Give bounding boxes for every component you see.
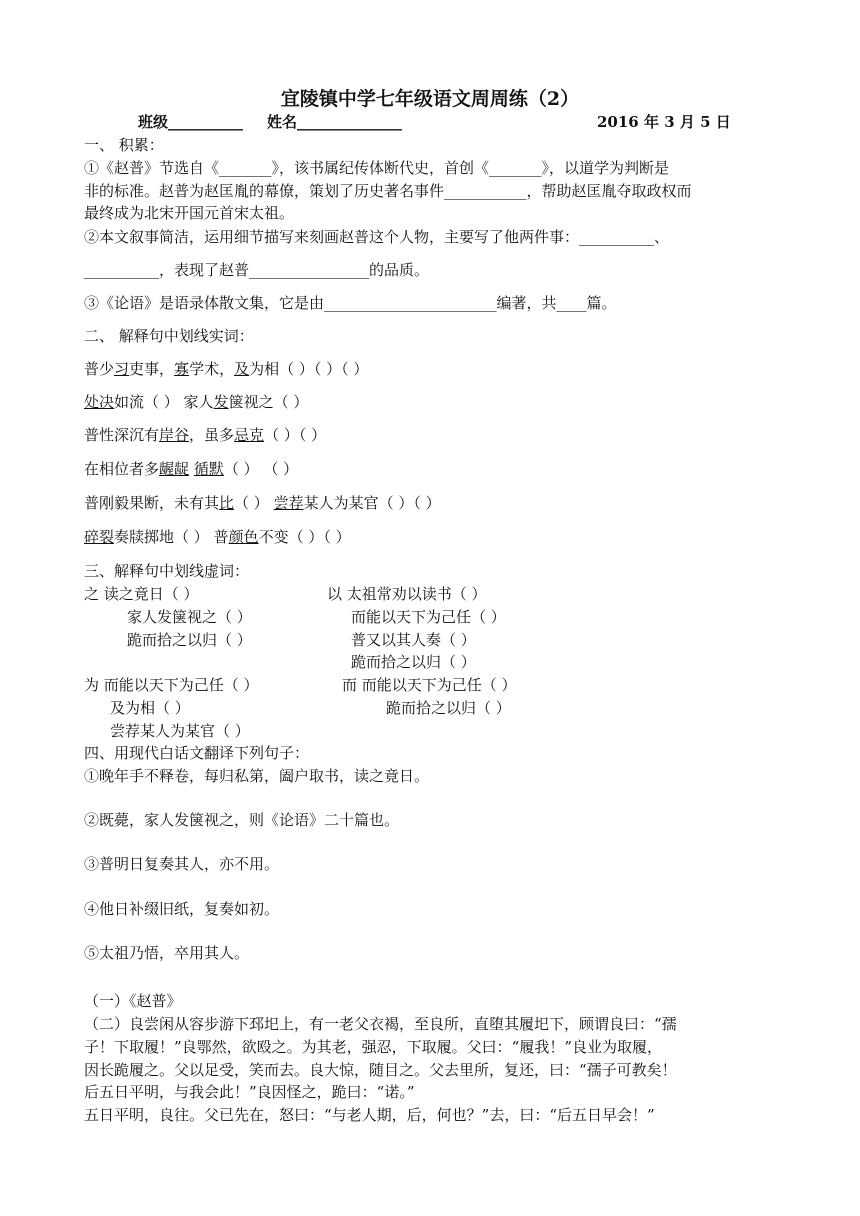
function-word-5b: 而 而能以天下为己任（ ） <box>342 676 517 694</box>
section-1-heading: 一、 积累： <box>84 136 164 154</box>
q3-line: ③《论语》是语录体散文集，它是由_______________________编著，共____篇。 <box>84 294 617 312</box>
reading-line-2: 子！下取履！”良鄂然，欲殴之。为其老，强忍，下取履。父曰：“履我！”良业为取履， <box>84 1038 663 1056</box>
vocab-row-3: 普性深沉有岸谷，虽多忌克（ ）（ ） <box>84 426 327 444</box>
class-field: 班级__________ <box>138 113 244 131</box>
translate-sentence-1: ①晚年手不释卷，每归私第，阖户取书，读之竟日。 <box>84 767 430 785</box>
function-word-2a: 家人发箧视之（ ） <box>127 608 252 626</box>
q1-line-2: 非的标准。赵普为赵匡胤的幕僚，策划了历史著名事件___________，帮助赵匡胤夺取政权而 <box>84 182 692 200</box>
reading-line-1: （二）良尝闲从容步游下邳圯上，有一老父衣褐，至良所，直堕其履圯下，顾谓良曰：“孺 <box>84 1015 677 1033</box>
function-word-7: 尝荐某人为某官（ ） <box>110 722 250 740</box>
function-word-4: 跪而拾之以归（ ） <box>351 653 476 671</box>
q1-line-3: 最终成为北宋开国元首宋太祖。 <box>84 204 295 222</box>
translate-sentence-4: ④他日补缀旧纸，复奏如初。 <box>84 900 280 918</box>
reading-line-5: 五日平明，良往。父已先在，怒曰：“与老人期，后，何也？”去，曰：“后五日早会！” <box>84 1106 655 1124</box>
function-word-5a: 为 而能以天下为己任（ ） <box>84 676 259 694</box>
vocab-row-6: 碎裂奏牍掷地（ ） 普颜色不变（ ）（ ） <box>84 528 351 546</box>
page-title: 宜陵镇中学七年级语文周周练（2） <box>280 88 580 110</box>
date-text: 2016 年 3 月 5 日 <box>597 113 731 131</box>
q1-line-1: ①《赵普》节选自《_______》，该书属纪传体断代史，首创《_______》，以道学为判断是 <box>84 159 670 177</box>
q2-line-2: __________，表现了赵普________________的品质。 <box>84 261 430 279</box>
function-word-2b: 而能以天下为己任（ ） <box>351 608 506 626</box>
reading-line-4: 后五日平明，与我会此！”良因怪之，跪曰：“诺。” <box>84 1083 415 1101</box>
q2-line-1: ②本文叙事简洁，运用细节描写来刻画赵普这个人物，主要写了他两件事：__________、 <box>84 228 670 246</box>
name-field: 姓名______________ <box>267 113 403 131</box>
function-word-6a: 及为相（ ） <box>110 699 190 717</box>
section-3-heading: 三、解释句中划线虚词： <box>84 562 250 580</box>
function-word-3a: 跪而拾之以归（ ） <box>127 631 252 649</box>
section-2-heading: 二、 解释句中划线实词： <box>84 327 254 345</box>
reading-part-1: （一）《赵普》 <box>84 992 182 1010</box>
vocab-row-5: 普刚毅果断，未有其比（ ） 尝荐某人为某官（ ）（ ） <box>84 494 441 512</box>
translate-sentence-5: ⑤太祖乃悟，卒用其人。 <box>84 944 250 962</box>
vocab-row-4: 在相位者多龌龊 循默（ ） （ ） <box>84 460 299 478</box>
function-word-1a: 之 读之竟日（ ） <box>84 585 199 603</box>
function-word-6b: 跪而拾之以归（ ） <box>386 699 511 717</box>
reading-line-3: 因长跪履之。父以足受，笑而去。良大惊，随目之。父去里所，复还，曰：“孺子可教矣！ <box>84 1061 677 1079</box>
translate-sentence-2: ②既薨，家人发箧视之，则《论语》二十篇也。 <box>84 811 400 829</box>
function-word-3b: 普又以其人奏（ ） <box>351 631 476 649</box>
section-4-heading: 四、用现代白话文翻译下列句子： <box>84 744 310 762</box>
vocab-row-1: 普少习吏事，寡学术，及为相（ ）（ ）（ ） <box>84 360 369 378</box>
function-word-1b: 以 太祖常劝以读书（ ） <box>327 585 487 603</box>
vocab-row-2: 处决如流（ ） 家人发箧视之（ ） <box>84 393 309 411</box>
translate-sentence-3: ③普明日复奏其人，亦不用。 <box>84 855 280 873</box>
